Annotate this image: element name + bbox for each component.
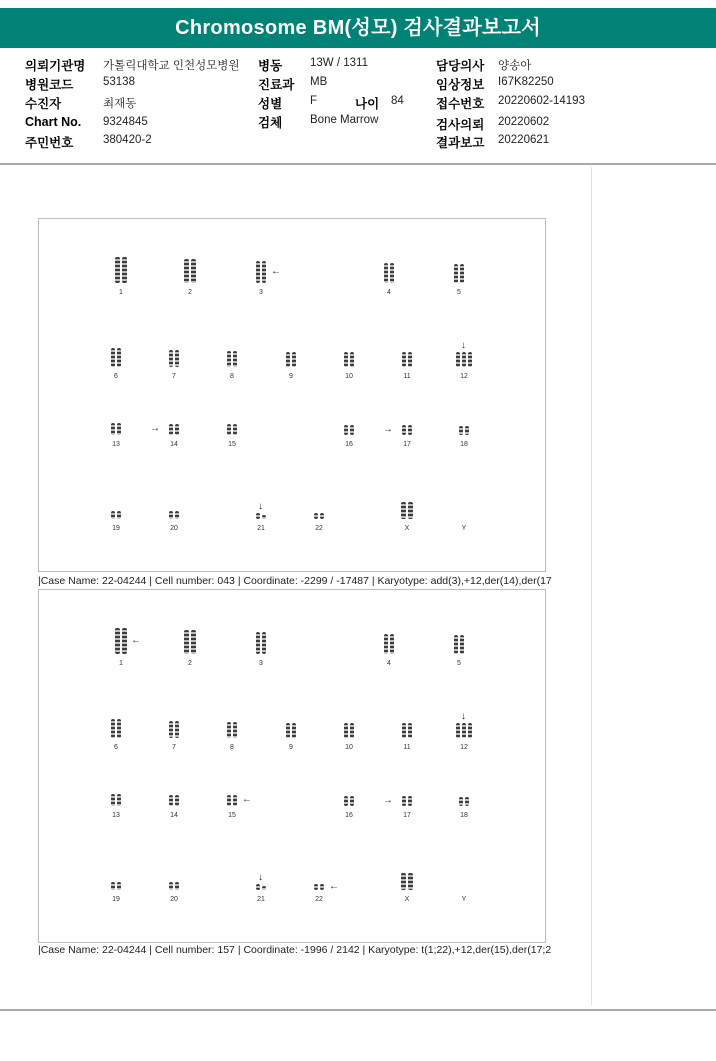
label-ward: 병동: [258, 59, 283, 73]
chromosome-glyph: [444, 426, 484, 435]
chromosome-glyph: [169, 795, 173, 806]
patient-info: [0, 54, 716, 158]
chromosome-glyph: [344, 796, 348, 806]
chromosome-label: 14: [170, 441, 178, 448]
chromosome-glyph: [459, 426, 463, 435]
chromosome-glyph: [408, 873, 413, 890]
chromosome-glyph: [227, 795, 231, 806]
chromosome-glyph: [241, 884, 281, 890]
chromosome-glyph: [454, 635, 458, 654]
chromosome-glyph: [154, 350, 194, 367]
label-patient-name: 수진자: [25, 97, 62, 111]
chromosome-glyph: [122, 628, 127, 654]
chromosome-glyph: [175, 350, 179, 367]
chromosome-label: 13: [112, 441, 120, 448]
chromosome-glyph: [286, 723, 290, 738]
chromosome-pair-2: [170, 256, 210, 296]
chromosome-pair-16: [329, 779, 369, 819]
chromosome-glyph: [401, 502, 406, 519]
chromosome-glyph: [439, 264, 479, 283]
chromosome-label: 10: [345, 744, 353, 751]
chromosome-glyph: [350, 425, 354, 435]
chromosome-label: 9: [289, 744, 293, 751]
chromosome-glyph: [286, 352, 290, 367]
chromosome-glyph: [96, 882, 136, 890]
chromosome-glyph: [468, 352, 472, 367]
chromosome-pair-13: [96, 408, 136, 448]
label-clinical-info: 임상정보: [436, 78, 485, 92]
chromosome-glyph: [454, 264, 458, 283]
chromosome-glyph: [115, 257, 120, 283]
chromosome-glyph: [169, 424, 173, 435]
chromosome-label: 2: [188, 660, 192, 667]
chromosome-pair-20: [154, 492, 194, 532]
chromosome-pair-9: [271, 711, 311, 751]
label-hospital-code: 병원코드: [25, 78, 74, 92]
chromosome-label: 15: [228, 812, 236, 819]
chromosome-label: Y: [461, 896, 467, 903]
chromosome-glyph: [460, 635, 464, 654]
karyogram-caption-2: |Case Name: 22-04244 | Cell number: 157 | Coordinate: -1996 / 2142 | Karyotype: t(1;22),+12,der(15),der(17;2: [38, 944, 552, 956]
value-result-report: 20220621: [498, 134, 550, 146]
chromosome-glyph: [154, 511, 194, 519]
label-result-report: 결과보고: [436, 136, 485, 150]
chromosome-glyph: [292, 352, 296, 367]
chromosome-label: 3: [259, 289, 263, 296]
chromosome-label: 1: [119, 660, 123, 667]
chromosome-glyph: [212, 424, 252, 435]
chromosome-glyph: [401, 873, 406, 890]
chromosome-glyph: [444, 797, 484, 806]
chromosome-pair-Y: [444, 492, 484, 532]
chromosome-pair-11: [387, 340, 427, 380]
label-test-requested: 검사의뢰: [436, 118, 485, 132]
chromosome-glyph: [96, 719, 136, 738]
chromosome-pair-20: [154, 863, 194, 903]
abnormality-arrow-icon: ↓: [461, 340, 466, 351]
chromosome-glyph: [456, 352, 460, 367]
chromosome-pair-18: [444, 408, 484, 448]
chromosome-pair-15: [212, 779, 252, 819]
chromosome-pair-5: [439, 627, 479, 667]
value-hospital-code: 53138: [103, 76, 135, 88]
chromosome-label: 6: [114, 373, 118, 380]
chromosome-glyph: [212, 351, 252, 367]
chromosome-pair-14: [150, 408, 194, 448]
abnormality-arrow-icon: ←: [242, 794, 252, 805]
label-resident-number: 주민번호: [25, 136, 74, 150]
chromosome-glyph: [329, 352, 369, 367]
chromosome-pair-Y: [444, 863, 484, 903]
chromosome-pair-X: [387, 863, 427, 903]
chromosome-glyph: [459, 797, 463, 806]
chromosome-pair-12: [444, 711, 484, 751]
chromosome-glyph: [101, 257, 141, 283]
chromosome-label: 5: [457, 660, 461, 667]
chromosome-glyph: [154, 721, 194, 738]
chromosome-label: 4: [387, 660, 391, 667]
chromosome-glyph: [154, 882, 194, 890]
chromosome-glyph: [402, 425, 406, 435]
chromosome-pair-11: [387, 711, 427, 751]
chromosome-glyph: [408, 352, 412, 367]
chromosome-label: 21: [257, 525, 265, 532]
chromosome-pair-6: [96, 340, 136, 380]
chromosome-glyph: [111, 348, 115, 367]
chromosome-label: 22: [315, 525, 323, 532]
abnormality-arrow-icon: ↓: [258, 872, 263, 883]
chromosome-glyph: [390, 263, 394, 283]
chromosome-glyph: [111, 423, 115, 435]
chromosome-label: 7: [172, 744, 176, 751]
chromosome-glyph: [462, 352, 466, 367]
chromosome-glyph: [233, 351, 237, 367]
chromosome-glyph: [387, 352, 427, 367]
chromosome-glyph: [184, 259, 189, 283]
chromosome-label: X: [404, 896, 410, 903]
chromosome-glyph: [344, 425, 348, 435]
chromosome-glyph: [96, 511, 136, 519]
chromosome-glyph: [117, 794, 121, 806]
chromosome-pair-1: [101, 627, 141, 667]
chromosome-label: 5: [457, 289, 461, 296]
chromosome-pair-22: [299, 492, 339, 532]
chromosome-glyph: [292, 723, 296, 738]
chromosome-glyph: [329, 796, 369, 806]
chromosome-glyph: [350, 723, 354, 738]
chromosome-glyph: [408, 723, 412, 738]
label-attending-physician: 담당의사: [436, 59, 485, 73]
chromosome-glyph: [233, 795, 237, 806]
chromosome-pair-7: [154, 340, 194, 380]
chromosome-glyph: [111, 719, 115, 738]
value-clinical-info: I67K82250: [498, 76, 554, 88]
chromosome-glyph: [256, 884, 260, 890]
chromosome-label: 3: [259, 660, 263, 667]
chromosome-label: 10: [345, 373, 353, 380]
chromosome-glyph: [390, 634, 394, 654]
chromosome-label: 12: [460, 373, 468, 380]
chromosome-pair-13: [96, 779, 136, 819]
chromosome-glyph: [170, 259, 210, 283]
chromosome-glyph: [262, 261, 266, 283]
chromosome-glyph: [169, 350, 173, 367]
chromosome-pair-18: [444, 779, 484, 819]
chromosome-label: 9: [289, 373, 293, 380]
chromosome-pair-16: [329, 408, 369, 448]
chromosome-label: 20: [170, 525, 178, 532]
chromosome-glyph: [439, 635, 479, 654]
top-divider: [0, 163, 716, 165]
abnormality-arrow-icon: →: [383, 424, 393, 435]
chromosome-pair-19: [96, 863, 136, 903]
value-sex: F: [310, 95, 318, 107]
chromosome-glyph: [175, 721, 179, 738]
chromosome-glyph: [122, 257, 127, 283]
chromosome-glyph: [96, 348, 136, 367]
chromosome-glyph: [465, 426, 469, 435]
chromosome-glyph: [154, 795, 194, 806]
chromosome-glyph: [387, 873, 427, 890]
chromosome-label: 22: [315, 896, 323, 903]
chromosome-label: 8: [230, 744, 234, 751]
value-ward: 13W / 1311: [310, 57, 368, 69]
label-department: 진료과: [258, 78, 295, 92]
chromosome-pair-8: [212, 711, 252, 751]
chromosome-glyph: [462, 723, 466, 738]
chromosome-glyph: [169, 882, 173, 890]
chromosome-glyph: [314, 884, 318, 890]
chromosome-label: 18: [460, 812, 468, 819]
chromosome-pair-X: [387, 492, 427, 532]
chromosome-label: 13: [112, 812, 120, 819]
chromosome-pair-17: [383, 408, 427, 448]
chromosome-glyph: [117, 882, 121, 890]
chromosome-glyph: [115, 628, 120, 654]
value-chart-no: 9324845: [103, 116, 148, 128]
chromosome-glyph: [227, 722, 231, 738]
chromosome-pair-10: [329, 711, 369, 751]
chromosome-glyph: [387, 796, 427, 806]
chromosome-glyph: [233, 722, 237, 738]
chromosome-glyph: [117, 423, 121, 435]
chromosome-glyph: [465, 797, 469, 806]
chromosome-label: 20: [170, 896, 178, 903]
chromosome-glyph: [111, 794, 115, 806]
chromosome-glyph: [320, 884, 324, 890]
chromosome-pair-10: [329, 340, 369, 380]
chromosome-label: 18: [460, 441, 468, 448]
chromosome-glyph: [169, 511, 173, 519]
chromosome-glyph: [387, 425, 427, 435]
chromosome-glyph: [444, 723, 484, 738]
chromosome-glyph: [170, 630, 210, 654]
chromosome-label: 8: [230, 373, 234, 380]
value-specimen: Bone Marrow: [310, 114, 379, 126]
chromosome-pair-21: [241, 492, 281, 532]
chromosome-glyph: [256, 632, 260, 654]
chromosome-glyph: [227, 351, 231, 367]
value-attending-physician: 양송아: [498, 60, 532, 72]
report-title: Chromosome BM(성모) 검사결과보고서: [0, 8, 716, 48]
chromosome-glyph: [191, 259, 196, 283]
chromosome-pair-1: [101, 256, 141, 296]
chromosome-glyph: [117, 511, 121, 519]
chromosome-label: 21: [257, 896, 265, 903]
chromosome-glyph: [96, 794, 136, 806]
chromosome-glyph: [402, 796, 406, 806]
chromosome-glyph: [117, 348, 121, 367]
value-department: MB: [310, 76, 328, 88]
chromosome-label: 19: [112, 525, 120, 532]
chromosome-glyph: [117, 719, 121, 738]
chromosome-glyph: [212, 722, 252, 738]
chromosome-glyph: [241, 632, 281, 654]
bottom-divider: [0, 1009, 716, 1011]
chromosome-pair-3: [241, 627, 281, 667]
chromosome-glyph: [387, 502, 427, 519]
chromosome-pair-8: [212, 340, 252, 380]
chromosome-glyph: [111, 511, 115, 519]
chromosome-glyph: [344, 352, 348, 367]
chromosome-glyph: [169, 721, 173, 738]
chromosome-label: 11: [403, 373, 411, 380]
chromosome-glyph: [408, 425, 412, 435]
abnormality-arrow-icon: ↓: [258, 501, 263, 512]
chromosome-glyph: [314, 513, 318, 519]
abnormality-arrow-icon: →: [383, 795, 393, 806]
chromosome-glyph: [468, 723, 472, 738]
chromosome-pair-7: [154, 711, 194, 751]
value-requesting-institution: 가톨릭대학교 인천성모병원: [103, 60, 240, 72]
chromosome-glyph: [350, 796, 354, 806]
chromosome-glyph: [329, 425, 369, 435]
label-sex: 성별: [258, 97, 283, 111]
chromosome-glyph: [402, 352, 406, 367]
chromosome-glyph: [460, 264, 464, 283]
chromosome-pair-19: [96, 492, 136, 532]
chromosome-label: 19: [112, 896, 120, 903]
karyogram-image-1: [38, 218, 546, 572]
chromosome-pair-12: [444, 340, 484, 380]
chromosome-glyph: [184, 630, 189, 654]
chromosome-glyph: [369, 263, 409, 283]
karyogram-image-2: [38, 589, 546, 943]
chromosome-glyph: [227, 424, 231, 435]
chromosome-glyph: [175, 882, 179, 890]
chromosome-label: 17: [403, 812, 411, 819]
value-test-requested: 20220602: [498, 116, 550, 128]
abnormality-arrow-icon: ←: [271, 266, 281, 277]
chromosome-glyph: [111, 882, 115, 890]
label-specimen: 검체: [258, 116, 283, 130]
chromosome-glyph: [262, 886, 266, 890]
value-accession-number: 20220602-14193: [498, 95, 585, 107]
chromosome-glyph: [241, 513, 281, 519]
label-age: 나이: [355, 97, 380, 111]
chromosome-glyph: [456, 723, 460, 738]
chromosome-label: 17: [403, 441, 411, 448]
chromosome-glyph: [387, 723, 427, 738]
chromosome-glyph: [175, 511, 179, 519]
chromosome-glyph: [271, 352, 311, 367]
chromosome-label: 16: [345, 441, 353, 448]
chromosome-glyph: [408, 502, 413, 519]
chromosome-glyph: [384, 263, 388, 283]
chromosome-pair-4: [369, 627, 409, 667]
abnormality-arrow-icon: ↓: [461, 711, 466, 722]
chromosome-pair-21: [241, 863, 281, 903]
chromosome-glyph: [96, 423, 136, 435]
chromosome-glyph: [175, 795, 179, 806]
chromosome-pair-22: [299, 863, 339, 903]
chromosome-glyph: [154, 424, 194, 435]
chromosome-label: 1: [119, 289, 123, 296]
chromosome-glyph: [329, 723, 369, 738]
chromosome-glyph: [191, 630, 196, 654]
chromosome-label: 14: [170, 812, 178, 819]
chromosome-pair-17: [383, 779, 427, 819]
chromosome-glyph: [262, 515, 266, 519]
chromosome-label: 4: [387, 289, 391, 296]
abnormality-arrow-icon: ←: [131, 635, 141, 646]
chromosome-glyph: [262, 632, 266, 654]
chromosome-glyph: [233, 424, 237, 435]
label-requesting-institution: 의뢰기관명: [25, 59, 86, 73]
chromosome-glyph: [320, 513, 324, 519]
chromosome-pair-15: [212, 408, 252, 448]
chromosome-glyph: [402, 723, 406, 738]
chromosome-glyph: [369, 634, 409, 654]
chromosome-glyph: [175, 424, 179, 435]
chromosome-glyph: [408, 796, 412, 806]
abnormality-arrow-icon: →: [150, 423, 160, 434]
karyogram-caption-1: |Case Name: 22-04244 | Cell number: 043 | Coordinate: -2299 / -17487 | Karyotype: add(3),+12,der(14),der(17: [38, 575, 552, 587]
chromosome-label: 7: [172, 373, 176, 380]
chromosome-glyph: [271, 723, 311, 738]
chromosome-pair-6: [96, 711, 136, 751]
chromosome-glyph: [444, 352, 484, 367]
label-accession-number: 접수번호: [436, 97, 485, 111]
chromosome-label: 16: [345, 812, 353, 819]
chromosome-pair-4: [369, 256, 409, 296]
label-chart-no: Chart No.: [25, 115, 82, 129]
chromosome-pair-9: [271, 340, 311, 380]
value-resident-number: 380420-2: [103, 134, 152, 146]
chromosome-pair-5: [439, 256, 479, 296]
chromosome-pair-2: [170, 627, 210, 667]
chromosome-pair-14: [154, 779, 194, 819]
chromosome-glyph: [256, 513, 260, 519]
chromosome-glyph: [256, 261, 260, 283]
chromosome-glyph: [384, 634, 388, 654]
chromosome-label: 11: [403, 744, 411, 751]
chromosome-label: 2: [188, 289, 192, 296]
chromosome-label: X: [404, 525, 410, 532]
chromosome-glyph: [350, 352, 354, 367]
value-patient-name: 최재동: [103, 98, 137, 110]
chromosome-label: 12: [460, 744, 468, 751]
chromosome-label: Y: [461, 525, 467, 532]
chromosome-label: 6: [114, 744, 118, 751]
chromosome-label: 15: [228, 441, 236, 448]
chromosome-glyph: [299, 513, 339, 519]
abnormality-arrow-icon: ←: [329, 881, 339, 892]
value-age: 84: [391, 95, 404, 107]
chromosome-glyph: [344, 723, 348, 738]
chromosome-pair-3: [241, 256, 281, 296]
